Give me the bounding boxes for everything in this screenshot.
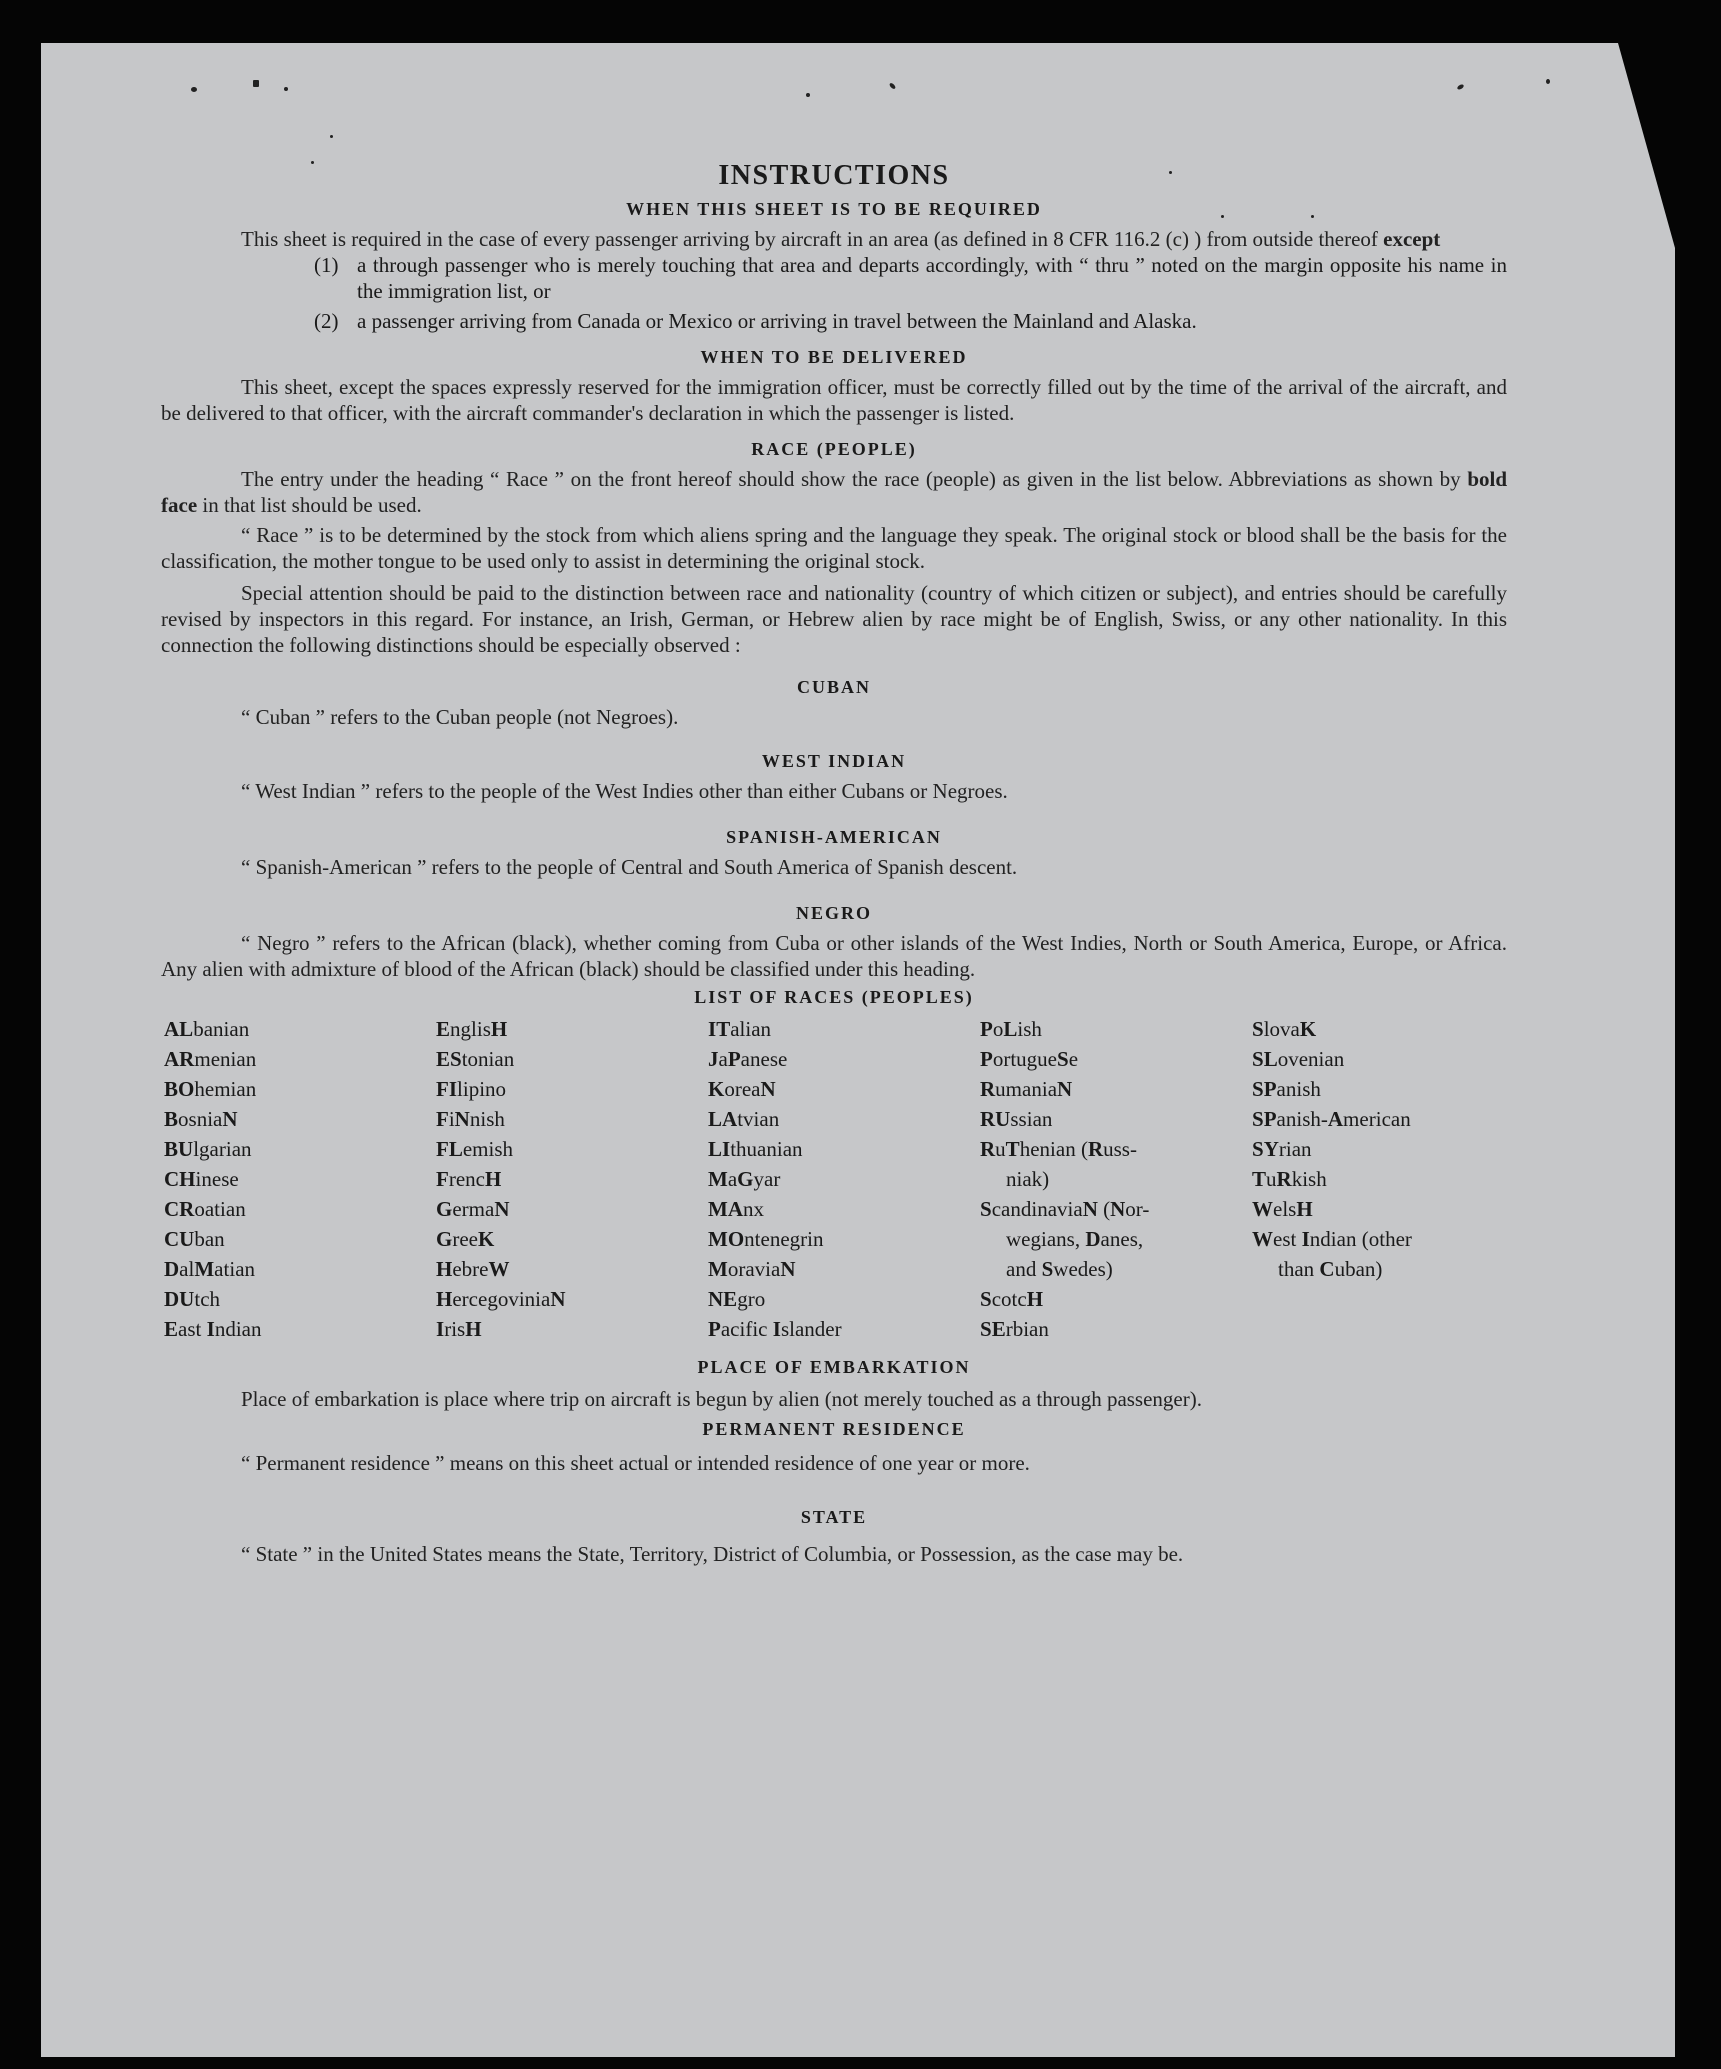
race-entry: East Indian	[164, 1317, 262, 1341]
race-entry: MOntenegrin	[708, 1227, 824, 1251]
race-entry: ITalian	[708, 1017, 772, 1041]
race-entry: CUban	[164, 1227, 225, 1251]
race-entry: BOhemian	[164, 1077, 257, 1101]
instructions-content	[161, 156, 1507, 1570]
heading-list-of-races: LIST OF RACES (PEOPLES)	[694, 987, 974, 1007]
race-entry: FiNnish	[436, 1107, 505, 1131]
required-item-2: (2) a passenger arriving from Canada or Mexico or arriving in travel between the Mainland and Alaska.	[314, 309, 1197, 333]
heading-negro: NEGRO	[795, 903, 872, 923]
race-entry: SYrian	[1252, 1137, 1312, 1161]
required-intro: This sheet is required in the case of every passenger arriving by aircraft in an area (as defined in 8 CFR 116.2 (c) ) from outside thereof except	[241, 227, 1441, 251]
race-entry: MaGyar	[708, 1167, 781, 1191]
race-entry: IrisH	[436, 1317, 482, 1341]
race-entry: WelsH	[1252, 1197, 1313, 1221]
race-entry: ScandinaviaN (Nor-	[980, 1197, 1150, 1221]
race-entry: GermaN	[436, 1197, 510, 1221]
race-entry: SLovenian	[1252, 1047, 1345, 1071]
heading-state: STATE	[800, 1507, 868, 1527]
heading-west-indian: WEST INDIAN	[761, 751, 907, 771]
race-entry: NEgro	[708, 1287, 766, 1311]
race-entry: CRoatian	[164, 1197, 246, 1221]
races-column-1	[164, 1014, 436, 1344]
race-paragraph-3: Special attention should be paid to the distinction between race and nationality (country of which citizen or subject), and entries should be carefully revised by inspectors in this regard. For instance, an Irish, German, or Hebrew alien by race might be of English, Swiss, or any other nationality. In this connection the following distinctions should be especially observed :	[161, 581, 1507, 657]
residence-text: “ Permanent residence ” means on this sheet actual or intended residence of one year or more.	[241, 1451, 1030, 1475]
race-entry: TuRkish	[1252, 1167, 1327, 1191]
race-entry: than Cuban)	[1278, 1257, 1383, 1281]
required-item-1: (1) a through passenger who is merely touching that area and departs accordingly, with “ thru ” noted on the margin opposite his name in the immigration list, or	[314, 253, 1507, 303]
race-entry: Pacific Islander	[708, 1317, 842, 1341]
race-entry: DalMatian	[164, 1257, 256, 1281]
state-text: “ State ” in the United States means the State, Territory, District of Columbia, or Possession, as the case may be.	[241, 1542, 1184, 1566]
race-entry: LAtvian	[708, 1107, 780, 1131]
race-entry: West Indian (other	[1252, 1227, 1412, 1251]
race-paragraph-2: “ Race ” is to be determined by the stock from which aliens spring and the language they speak. The original stock or blood shall be the basis for the classification, the mother tongue to be used only to assist in determining the original stock.	[161, 523, 1507, 573]
race-entry: PoLish	[980, 1017, 1042, 1041]
race-entry: ScotcH	[980, 1287, 1044, 1311]
race-entry: BosniaN	[164, 1107, 238, 1131]
race-entry: JaPanese	[708, 1047, 788, 1071]
races-list	[164, 1014, 1507, 1344]
races-column-2	[436, 1014, 708, 1344]
heading-when-required: WHEN THIS SHEET IS TO BE REQUIRED	[626, 199, 1042, 219]
race-entry: MoraviaN	[708, 1257, 796, 1281]
race-entry: SErbian	[980, 1317, 1049, 1341]
race-entry: ARmenian	[164, 1047, 257, 1071]
delivered-text: This sheet, except the spaces expressly reserved for the immigration officer, must be correctly filled out by the time of the arrival of the aircraft, and be delivered to that officer, with the aircraft commander's declaration in which the passenger is listed.	[161, 375, 1507, 425]
race-entry: DUtch	[164, 1287, 221, 1311]
page-title: INSTRUCTIONS	[718, 160, 950, 191]
embarkation-text: Place of embarkation is place where trip on aircraft is begun by alien (not merely touched as a through passenger).	[241, 1387, 1202, 1411]
race-entry: EStonian	[436, 1047, 515, 1071]
race-entry: ALbanian	[164, 1017, 250, 1041]
heading-cuban: CUBAN	[796, 677, 871, 697]
race-entry: HercegoviniaN	[436, 1287, 566, 1311]
race-paragraph-1: The entry under the heading “ Race ” on the front hereof should show the race (people) as given in the list below. Abbreviations as shown by bold face in that list should be used.	[161, 467, 1508, 517]
race-entry: RumaniaN	[980, 1077, 1073, 1101]
race-entry: FrencH	[436, 1167, 502, 1191]
heading-when-delivered: WHEN TO BE DELIVERED	[700, 347, 968, 367]
negro-text: “ Negro ” refers to the African (black), whether coming from Cuba or other islands of the West Indies, North or South America, Europe, or Africa. Any alien with admixture of blood of the African (black) should be classified under this heading.	[161, 931, 1507, 981]
race-entry: GreeK	[436, 1227, 495, 1251]
race-entry: FLemish	[436, 1137, 514, 1161]
heading-place-of-embarkation: PLACE OF EMBARKATION	[697, 1357, 971, 1377]
heading-spanish-american: SPANISH-AMERICAN	[726, 827, 942, 847]
race-entry: BUlgarian	[164, 1137, 252, 1161]
race-entry: niak)	[1006, 1167, 1050, 1191]
race-entry: HebreW	[436, 1257, 510, 1281]
race-entry: PortugueSe	[980, 1047, 1079, 1071]
race-entry: CHinese	[164, 1167, 239, 1191]
races-column-4	[980, 1014, 1252, 1344]
race-entry: MAnx	[708, 1197, 764, 1221]
heading-race: RACE (PEOPLE)	[751, 439, 917, 459]
race-entry: RUssian	[980, 1107, 1053, 1131]
west-indian-text: “ West Indian ” refers to the people of the West Indies other than either Cubans or Negroes.	[241, 779, 1008, 803]
races-column-5	[1252, 1014, 1512, 1344]
race-entry: wegians, Danes,	[1006, 1227, 1144, 1251]
race-entry: SPanish-American	[1252, 1107, 1411, 1131]
race-entry: EnglisH	[436, 1017, 508, 1041]
cuban-text: “ Cuban ” refers to the Cuban people (not Negroes).	[241, 705, 679, 729]
spanish-american-text: “ Spanish-American ” refers to the people of Central and South America of Spanish descent.	[241, 855, 1018, 879]
race-entry: RuThenian (Russ-	[980, 1137, 1137, 1161]
races-column-3	[708, 1014, 980, 1344]
race-entry: SPanish	[1252, 1077, 1321, 1101]
race-entry: KoreaN	[708, 1077, 776, 1101]
race-entry: and Swedes)	[1006, 1257, 1113, 1281]
race-entry: LIthuanian	[708, 1137, 803, 1161]
race-entry: FIlipino	[436, 1077, 507, 1101]
race-entry: SlovaK	[1252, 1017, 1317, 1041]
heading-permanent-residence: PERMANENT RESIDENCE	[702, 1419, 966, 1439]
